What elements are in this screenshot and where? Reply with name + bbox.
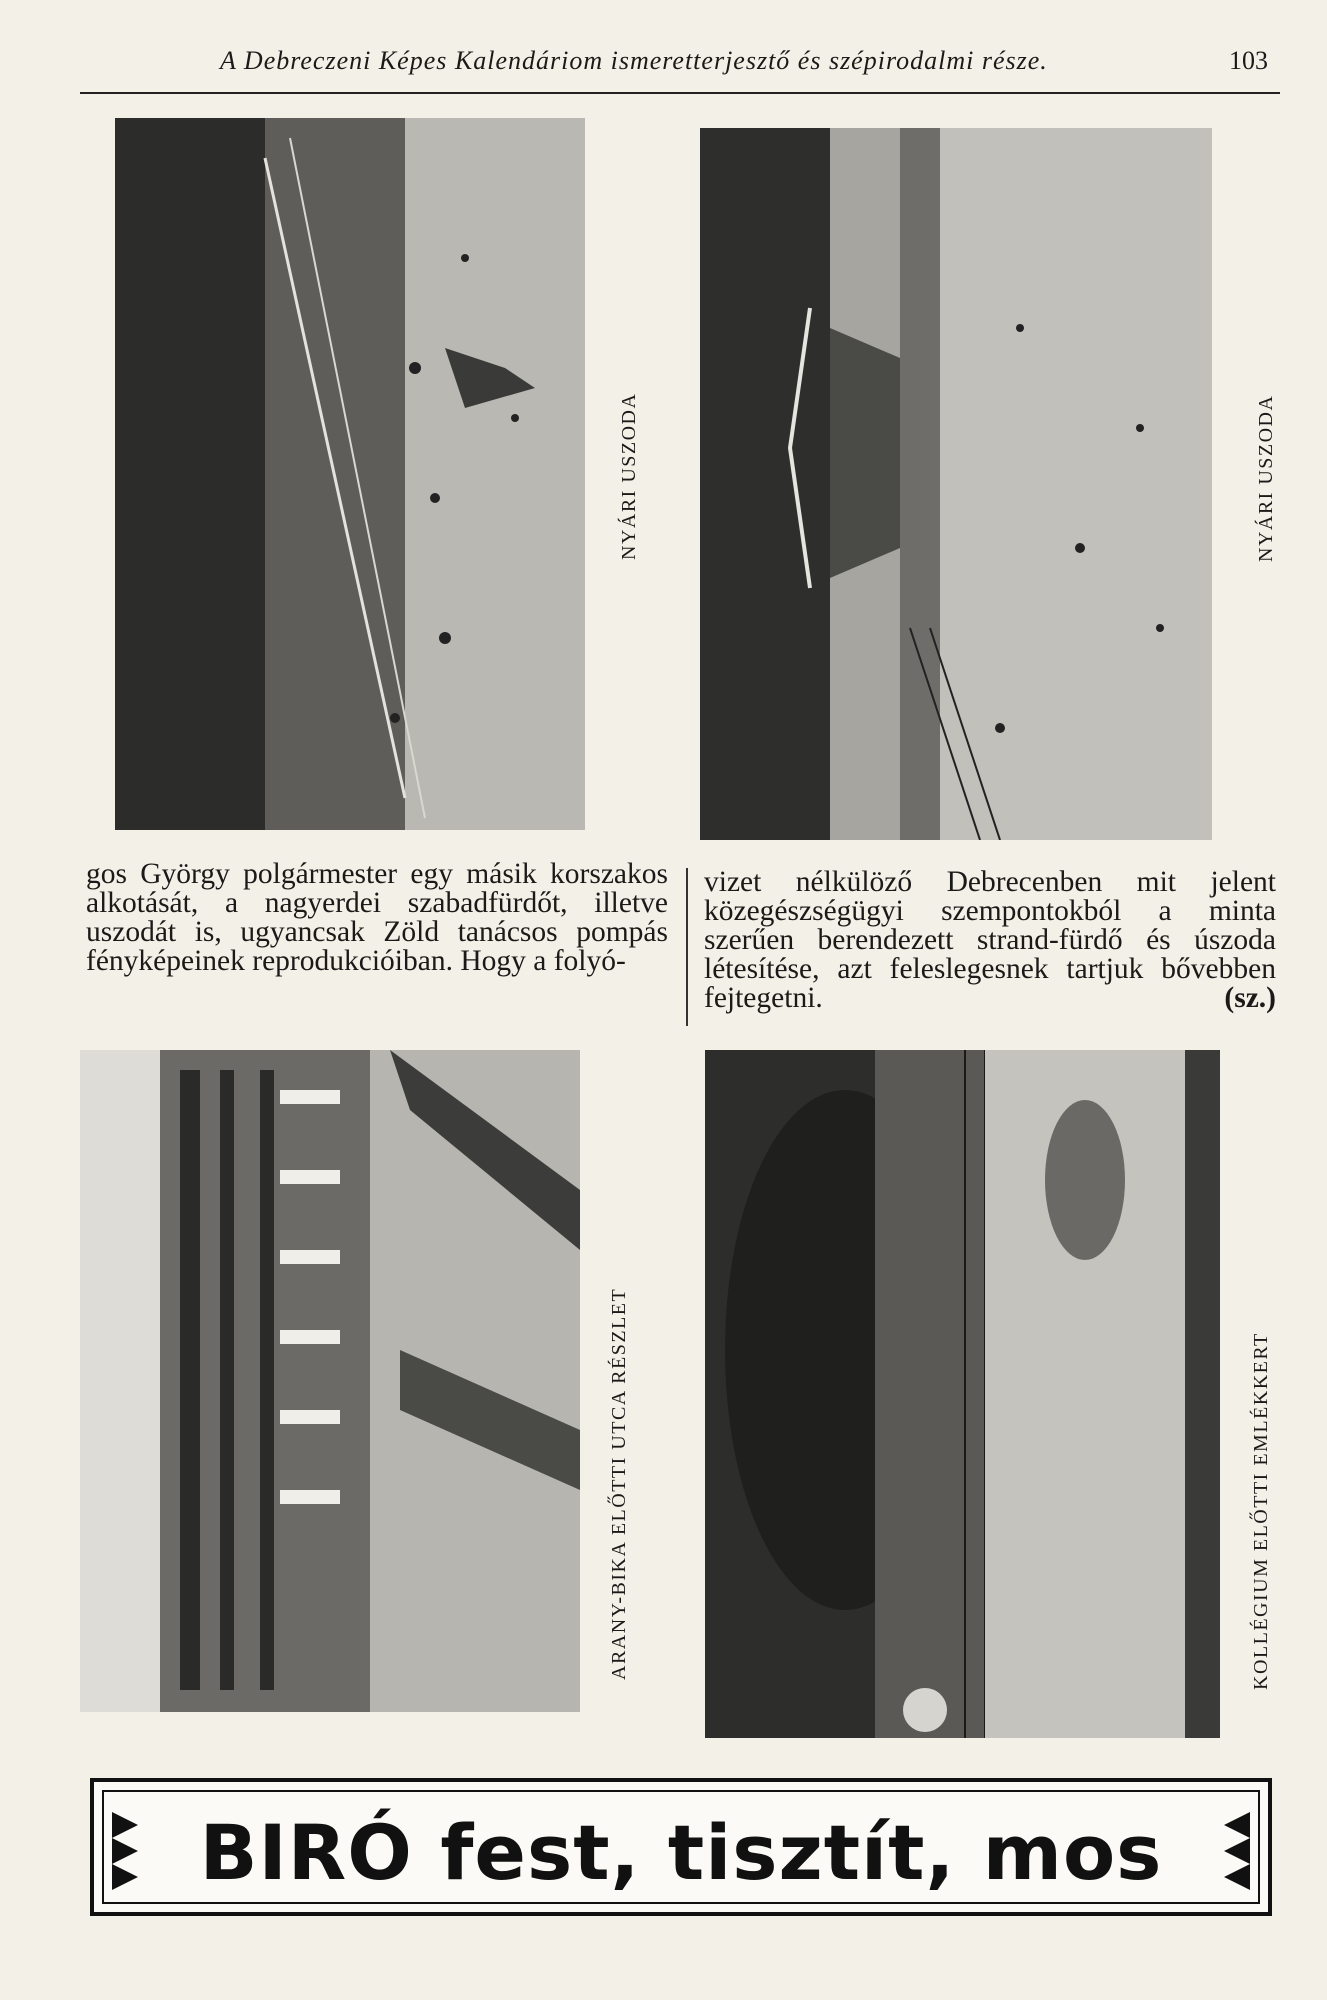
caption-bottom-right: KOLLÉGIUM ELŐTTI EMLÉKKERT xyxy=(1250,1332,1272,1690)
advertisement-banner xyxy=(90,1778,1272,1916)
photo-summer-pool-2 xyxy=(700,128,1212,840)
text-right-paragraph: vizet nélkülöző Debrecenben mit jelent közegészségügyi szempontokból a minta szerűen berendezett strand-fürdő és úszoda létesítése, azt feleslegesnek tartjuk bővebben fejtegetni. xyxy=(704,866,1276,1014)
photo-kollegium-garden xyxy=(705,1050,1220,1738)
banner-inner-frame xyxy=(102,1790,1260,1904)
caption-bottom-left: ARANY-BIKA ELŐTTI UTCA RÉSZLET xyxy=(608,1287,630,1680)
signature: (sz.) xyxy=(1224,982,1276,1014)
text-left-paragraph: gos György polgármester egy másik korszakos alkotását, a nagyerdei szabadfürdőt, illetve uszodát is, ugyancsak Zöld tanácsos pompás fényképeinek reprodukcióiban. Hogy a folyó- xyxy=(86,858,668,977)
page-number: 103 xyxy=(1229,46,1268,75)
header-title: A Debreczeni Képes Kalendáriom ismeretterjesztő és szépirodalmi része. xyxy=(220,46,1048,75)
photo-arany-bika-street xyxy=(80,1050,580,1712)
caption-top-right: NYÁRI USZODA xyxy=(1255,394,1277,562)
text-column-right xyxy=(704,868,1276,1013)
right-arrows-icon xyxy=(1224,1812,1250,1890)
column-divider xyxy=(686,868,688,1026)
advertisement-text: BIRÓ fest, tisztít, mos xyxy=(199,1808,1163,1897)
caption-top-left: NYÁRI USZODA xyxy=(618,392,640,560)
text-column-left xyxy=(86,860,668,976)
page-header xyxy=(80,40,1280,94)
photo-summer-pool-1 xyxy=(115,118,585,830)
